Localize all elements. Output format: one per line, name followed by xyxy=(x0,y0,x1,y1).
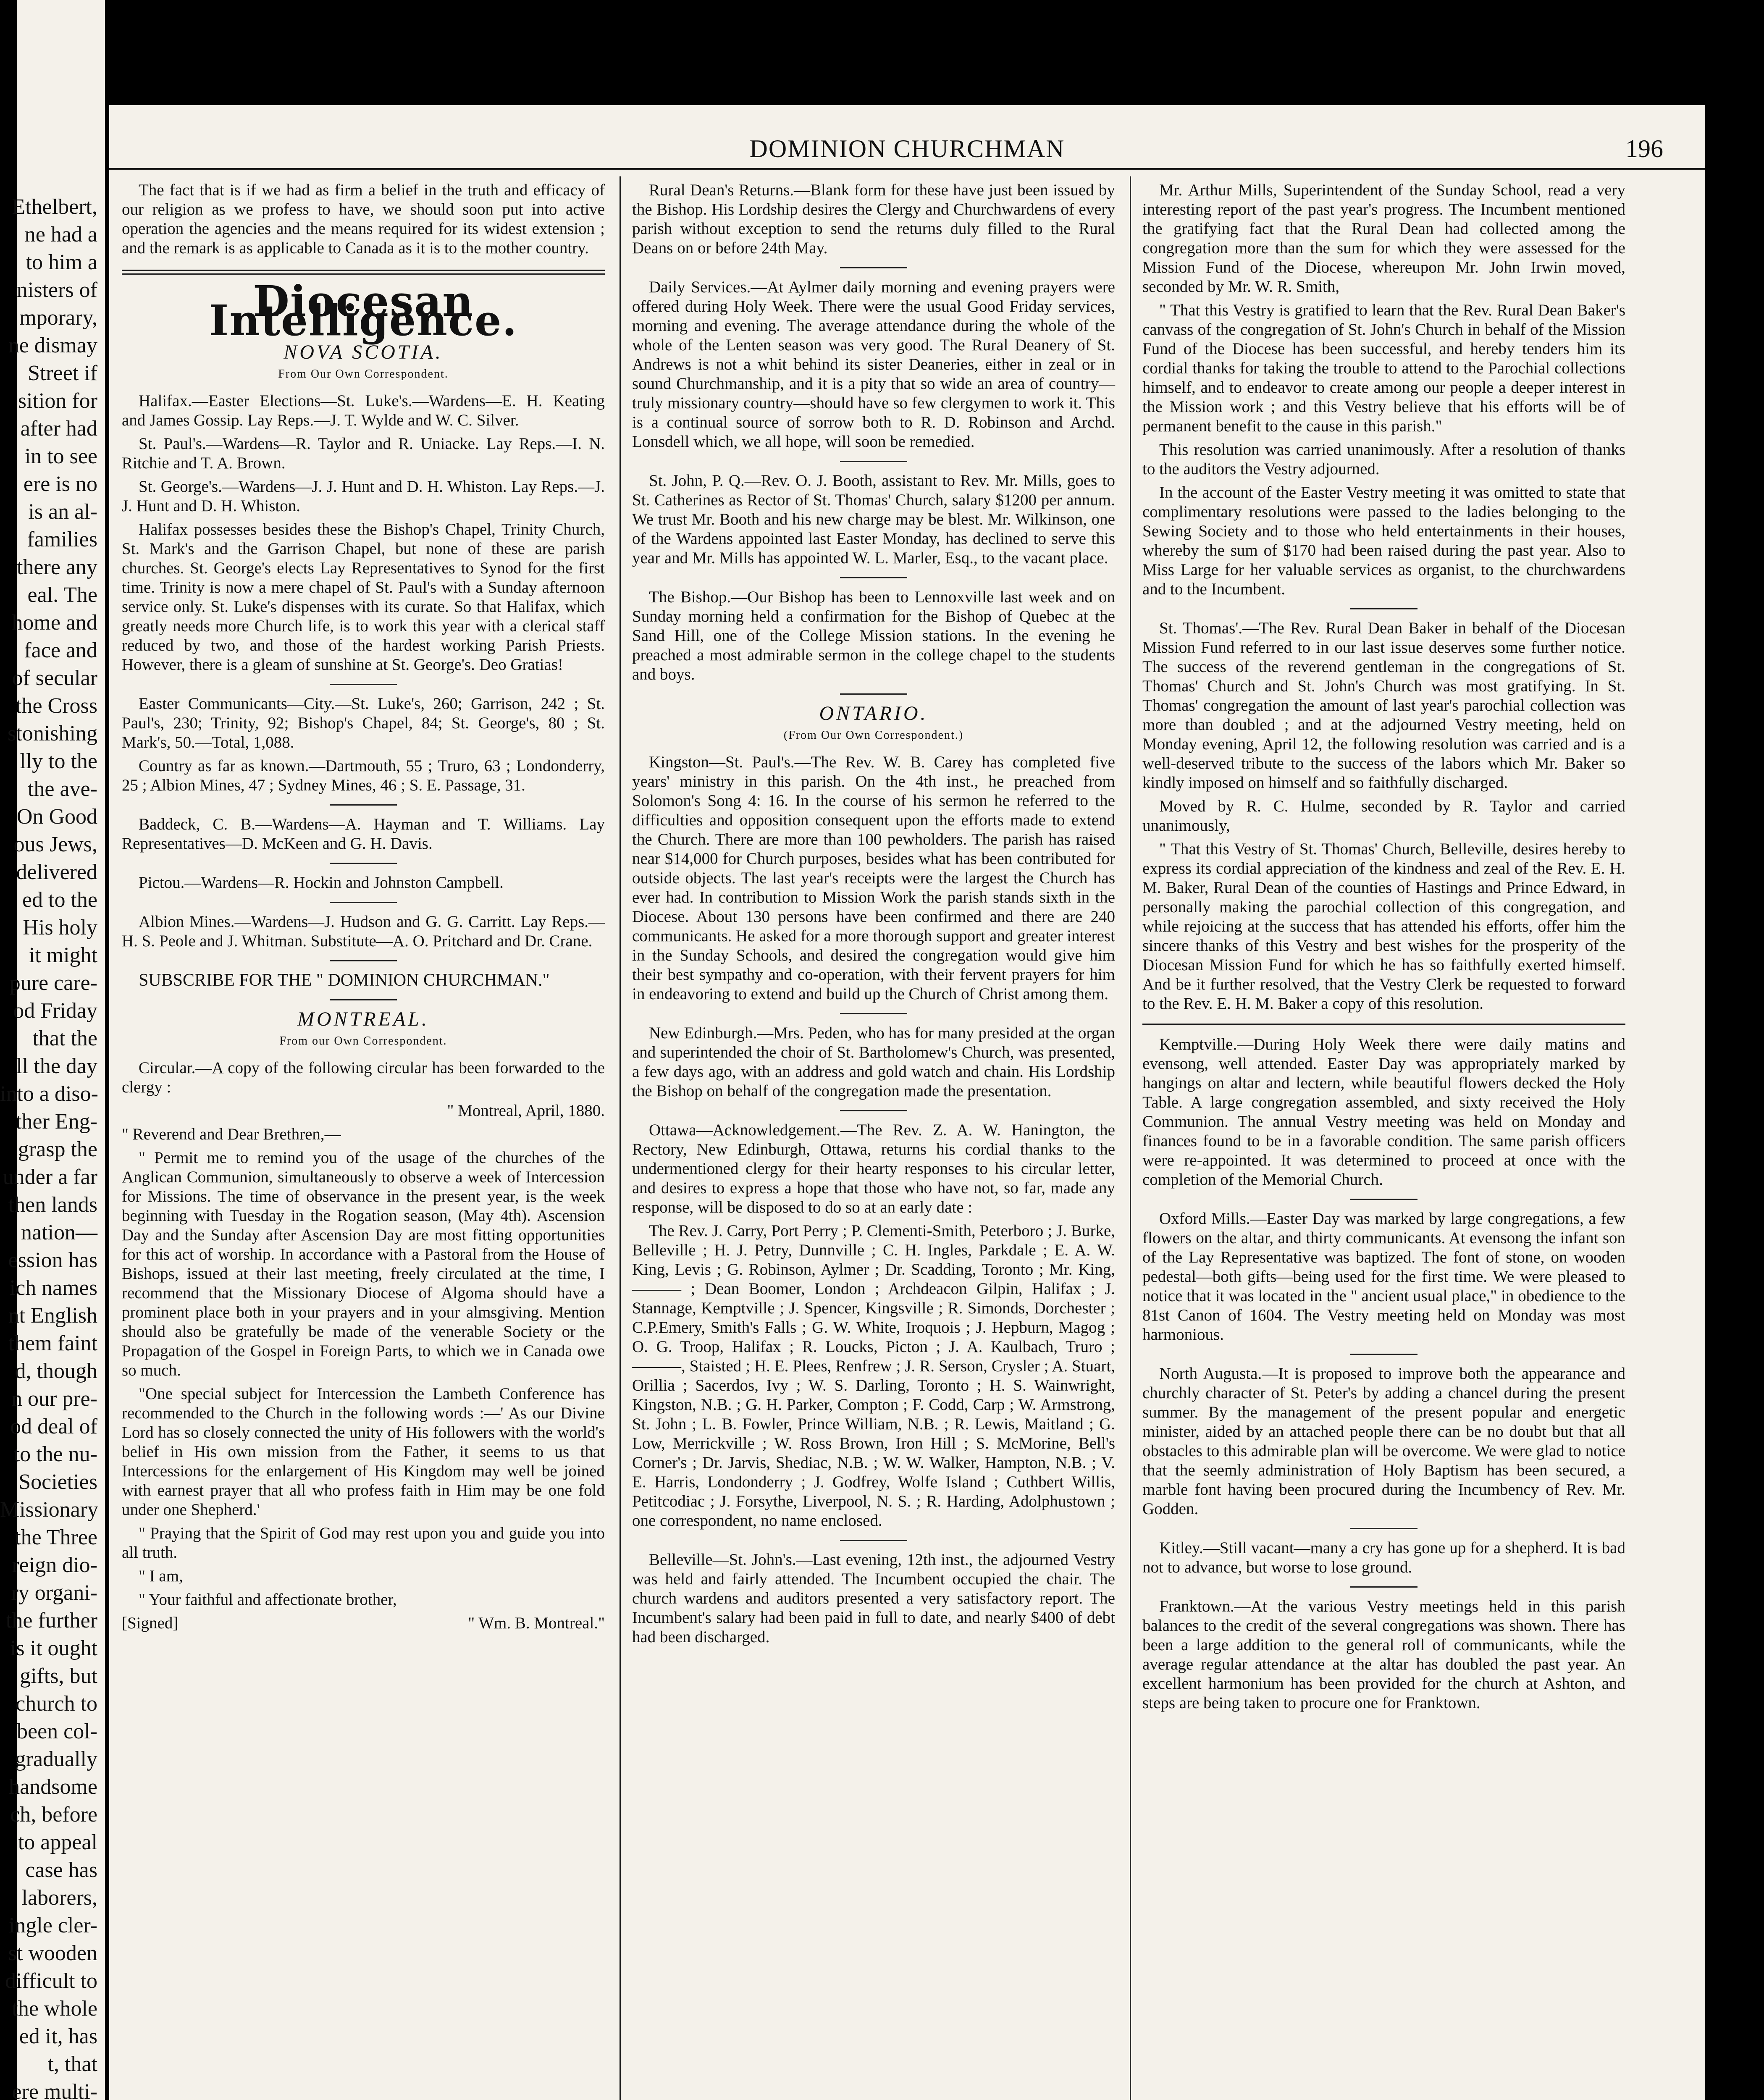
article-paragraph: " That this Vestry is gratified to learn that the Rev. Rural Dean Baker's canvass of the congregation of St. John's Church in behalf of the Mission Fund of the Diocese has been successful, and hereby tenders him its cordial thanks for taking the trouble to attend to the Parochial collections himself, and to endeavor to create among our people a deeper interest in the Mission work ; and this Vestry believe that his efforts will be of permanent benefit to the cause in this parish." xyxy=(1142,301,1625,435)
masthead-title: DOMINION CHURCHMAN xyxy=(749,135,1065,163)
newspaper-page xyxy=(109,105,1705,2100)
margin-fragment: reign dio- xyxy=(12,1553,97,1577)
margin-fragment: to appeal xyxy=(18,1830,97,1854)
margin-fragment: ther Eng- xyxy=(16,1110,97,1134)
margin-fragment: gifts, but xyxy=(20,1664,97,1688)
correspondent-line: From Our Own Correspondent. xyxy=(278,368,449,381)
margin-fragment: there any xyxy=(16,555,97,579)
margin-fragment: ed to the xyxy=(22,888,97,912)
margin-fragment: then lands xyxy=(8,1193,97,1217)
margin-fragment: the whole xyxy=(12,1997,97,2021)
margin-fragment: home and xyxy=(12,611,97,635)
divider xyxy=(840,267,907,268)
margin-fragment: ll the day xyxy=(16,1054,97,1078)
article-paragraph: "One special subject for Intercession the Lambeth Conference has recommended to the Church in the following words :—' As our Divine Lord has so closely connected the unity of His followers with the world's belief in His own mission from the Father, it seems to us that Intercessions for the enlargement of His Kingdom may well be joined with earnest prayer that all who profess faith in Him may be one fold under one Shepherd.' xyxy=(122,1385,605,1519)
margin-fragment: Societies xyxy=(18,1470,97,1494)
column-rule xyxy=(1130,176,1131,2100)
article-paragraph: Kitley.—Still vacant—many a cry has gone up for a shepherd. It is bad not to advance, but worse to lose ground. xyxy=(1142,1539,1625,1576)
region-heading: MONTREAL. xyxy=(297,1008,429,1030)
margin-fragment: ne dismay xyxy=(8,333,97,357)
margin-fragment: in to see xyxy=(24,444,97,468)
divider xyxy=(330,960,397,961)
left-page-text-fragments xyxy=(0,193,105,2100)
divider xyxy=(330,902,397,903)
article-paragraph: Baddeck, C. B.—Wardens—A. Hayman and T. Williams. Lay Representatives—D. McKeen and G. H. Davis. xyxy=(122,815,605,853)
article-paragraph: Kingston—St. Paul's.—The Rev. W. B. Carey has completed five years' ministry in this parish. On the 4th inst., he preached from Solomon's Song 4: 16. In the course of his sermon he referred to the difficulties and opposition consequent upon the efforts made to extend the Church. There are more than 100 pewholders. The parish has raised near $14,000 for Church purposes, besides what has been contributed for outside objects. The last year's receipts were the largest the Church has ever had. In contribution to Mission Work the parish stands sixth in the Diocese. About 130 persons have been confirmed and there are 240 communicants. He asked for a more thorough support and greater interest in the Sunday Schools, and desired the congregation would give him their best sympathy and co-operation, with their fervent prayers for him in endeavoring to extend and build up the Church of Christ among them. xyxy=(632,753,1115,1003)
article-paragraph: Franktown.—At the various Vestry meetings held in this parish balances to the credit of the several congregations was shown. There has been a large addition to the general roll of communicants, while the average regular attendance at the altar has doubled the past year. An excellent harmonium has been provided for the church at Ashton, and steps are being taken to procure one for Franktown. xyxy=(1142,1597,1625,1712)
page-gutter xyxy=(105,0,109,2100)
article-paragraph: The Rev. J. Carry, Port Perry ; P. Clementi-Smith, Peterboro ; J. Burke, Belleville ; H. J. Petry, Dunnville ; C. H. Ingles, Parkdale ; E. A. W. King, Levis ; G. Robinson, Aylmer ; Dr. Scadding, Toronto ; Mr. King, ——— ; Dean Boomer, London ; Archdeacon Gilpin, Halifax ; J. Stannage, Kemptville ; J. Spencer, Kingsville ; R. Simonds, Dorchester ; C.P.Emery, Smith's Falls ; G. W. White, Iroquois ; J. Hepburn, Magog ; O. G. Troop, Halifax ; R. Loucks, Picton ; J. A. Kaulbach, Truro ; ———, Staisted ; H. E. Plees, Renfrew ; J. R. Serson, Crysler ; A. Stuart, Orillia ; Sacerdos, Ivy ; W. S. Darling, Toronto ; H. S. Wainwright, Kingston, N.B. ; G. H. Parker, Compton ; F. Codd, Carp ; W. Armstrong, St. John ; L. B. Fowler, Prince William, N.B. ; R. Lewis, Maitland ; G. Low, Merrickville ; W. Ross Brown, Iron Hill ; S. McMorine, Bell's Corner's ; Dr. Jarvis, Shediac, N.B. ; W. W. Walker, Hampton, N.B. ; V. E. Harris, Londonderry ; J. Godfrey, Wolfe Island ; Cuthbert Willis, Petitcodiac ; J. Forsythe, Liverpool, N. S. ; R. Harding, Adolphustown ; one correspondent, no name enclosed. xyxy=(632,1222,1115,1530)
article-paragraph: Moved by R. C. Hulme, seconded by R. Taylor and carried unanimously, xyxy=(1142,797,1625,835)
article-paragraph: New Edinburgh.—Mrs. Peden, who has for many presided at the organ and superintended the choir of St. Bartholomew's Church, was presented, a few days ago, with an address and gold watch and chain. His Lordship the Bishop on behalf of the congregation made the presentation. xyxy=(632,1024,1115,1100)
letter-signature xyxy=(122,1614,605,1633)
article-paragraph: " I am, xyxy=(139,1567,183,1585)
divider xyxy=(840,461,907,462)
subscribe-notice: SUBSCRIBE FOR THE " DOMINION CHURCHMAN." xyxy=(139,971,550,990)
article-paragraph: Belleville—St. John's.—Last evening, 12th inst., the adjourned Vestry was held and fairly attended. The Incumbent occupied the chair. The church wardens and auditors presented a very satisfactory report. The Incumbent's salary had been paid in full to date, and nearly $400 of debt had been discharged. xyxy=(632,1551,1115,1646)
margin-fragment: the ave- xyxy=(27,777,97,801)
article-paragraph: " That this Vestry of St. Thomas' Church, Belleville, desires hereby to express its cordial appreciation of the kindness and zeal of the Rev. E. H. M. Baker, Rural Dean of the counties of Hastings and Prince Edward, in personally making the parochial collection of this congregation, and while rejoicing at the success that has attended his efforts, offer him the sincere thanks of this Vestry and best wishes for the prosperity of the Diocesan Mission Fund for which he has so faithfully exerted himself. And be it further resolved, that the Vestry Clerk be requested to forward to the Rev. E. H. M. Baker a copy of this resolution. xyxy=(1142,840,1625,1013)
margin-fragment: Ethelbert, xyxy=(12,195,97,219)
margin-fragment: ession has xyxy=(8,1248,97,1272)
article-paragraph: Halifax possesses besides these the Bishop's Chapel, Trinity Church, St. Mark's and the Garrison Chapel, but none of these are parish churches. St. George's elects Lay Representatives to Synod for the first time. Trinity is now a mere chapel of St. Paul's with a Sunday afternoon service only. St. Luke's dispenses with its curate. So that Halifax, which greatly needs more Church life, is to work this year with a clerical staff reduced by two, and those of the hardest working Parish Priests. However, there is a gleam of sunshine at St. George's. Deo Gratias! xyxy=(122,520,605,674)
column-3 xyxy=(1142,181,1625,1717)
article-paragraph: Pictou.—Wardens—R. Hockin and Johnston Campbell. xyxy=(139,874,504,892)
margin-fragment: nation— xyxy=(21,1221,97,1244)
divider xyxy=(330,684,397,685)
margin-fragment: On Good xyxy=(16,805,97,829)
divider xyxy=(1350,1528,1418,1529)
margin-fragment: of secular xyxy=(12,666,97,690)
margin-fragment: delivered xyxy=(16,860,97,884)
margin-fragment: laborers, xyxy=(21,1886,97,1910)
article-paragraph: Circular.—A copy of the following circular has been forwarded to the clergy : xyxy=(122,1059,605,1096)
divider xyxy=(1350,1586,1418,1588)
divider xyxy=(330,804,397,806)
article-paragraph: " Praying that the Spirit of God may rest upon you and guide you into all truth. xyxy=(122,1524,605,1562)
margin-fragment: Street if xyxy=(27,361,97,385)
margin-fragment: face and xyxy=(24,638,97,662)
margin-fragment: mporary, xyxy=(19,306,97,330)
article-paragraph: Mr. Arthur Mills, Superintendent of the Sunday School, read a very interesting report of the past year's progress. The Incumbent mentioned the gratifying fact that the Rural Dean had collected among the congregation more than the sum for which they were assessed for the Mission Fund of the Diocese, whereupon Mr. John Irwin moved, seconded by Mr. W. R. Smith, xyxy=(1142,181,1625,296)
divider xyxy=(1350,1199,1418,1200)
section-divider xyxy=(122,270,605,275)
margin-fragment: pure care- xyxy=(9,971,97,995)
margin-fragment: case has xyxy=(25,1858,97,1882)
margin-fragment: od deal of xyxy=(10,1415,97,1438)
margin-fragment: st wooden xyxy=(8,1941,97,1965)
article-paragraph: St. John, P. Q.—Rev. O. J. Booth, assistant to Rev. Mr. Mills, goes to St. Catherines as Rector of St. Thomas' Church, salary $1200 per annum. We trust Mr. Booth and his new charge may be blest. Mr. Wilkinson, one of the Wardens appointed last Easter Monday, has declined to serve this year and Mr. Mills has appointed W. L. Marler, Esq., to the vacant place. xyxy=(632,472,1115,567)
article-paragraph: This resolution was carried unanimously. After a resolution of thanks to the auditors the Vestry adjourned. xyxy=(1142,441,1625,478)
margin-fragment: ere is no xyxy=(23,472,97,496)
margin-fragment: ne had a xyxy=(24,223,97,247)
article-paragraph: Kemptville.—During Holy Week there were daily matins and evensong, well attended. Easter Day was appropriately marked by hangings on altar and lectern, while beautiful flowers decked the Holy Table. A large congregation assembled, and sixty received the Holy Communion. The annual Vestry meeting was held on Monday and finances found to be in a favorable condition. The same parish officers were re-appointed. It was determined to proceed at once with the completion of the Memorial Church. xyxy=(1142,1035,1625,1189)
article-paragraph: Easter Communicants—City.—St. Luke's, 260; Garrison, 242 ; St. Paul's, 230; Trinity, 92; Bishop's Chapel, 84; St. George's, 80 ; St. Mark's, 50.—Total, 1,088. xyxy=(122,695,605,751)
article-paragraph: St. George's.—Wardens—J. J. Hunt and D. H. Whiston. Lay Reps.—J. J. Hunt and D. H. Whiston. xyxy=(122,478,605,515)
margin-fragment: under a far xyxy=(3,1165,97,1189)
article-paragraph: " Your faithful and affectionate brother, xyxy=(139,1591,397,1609)
margin-fragment: families xyxy=(27,528,97,551)
margin-fragment: lly to the xyxy=(20,749,97,773)
article-paragraph: Rural Dean's Returns.—Blank form for these have just been issued by the Bishop. His Lordship desires the Clergy and Churchwardens of every parish without exception to send the returns duly filled to the Rural Deans on or before 24th May. xyxy=(632,181,1115,257)
margin-fragment: sition for xyxy=(18,389,97,413)
margin-fragment: nisters of xyxy=(16,278,97,302)
article-paragraph: Albion Mines.—Wardens—J. Hudson and G. G. Carritt. Lay Reps.—H. S. Peole and J. Whitman. Substitute—A. O. Pritchard and Dr. Crane. xyxy=(122,913,605,950)
margin-fragment: ch, before xyxy=(10,1803,97,1827)
margin-fragment: the further xyxy=(5,1609,97,1633)
divider xyxy=(840,1540,907,1541)
divider xyxy=(1350,608,1418,609)
article-paragraph: Daily Services.—At Aylmer daily morning and evening prayers were offered during Holy Week. There were the usual Good Friday services, morning and evening. The average attendance during the whole of the whole of the Lenten season was very good. The Rural Deanery of St. Andrews is not a whit behind its sister Deaneries, either in zeal or in sound Churchmanship, and it is a pity that so wide an area of country—truly missionary country—should have so few clergymen to work it. This is a continual source of sorrow both to R. D. Robinson and Archd. Lonsdell which, we all hope, will soon be remedied. xyxy=(632,278,1115,451)
divider xyxy=(330,863,397,864)
letter-dateline: " Montreal, April, 1880. xyxy=(447,1102,605,1120)
margin-fragment: that the xyxy=(32,1026,97,1050)
divider xyxy=(840,1013,907,1014)
margin-fragment: n our pre- xyxy=(11,1387,97,1411)
left-page-margin xyxy=(0,0,105,2100)
article-paragraph: St. Thomas'.—The Rev. Rural Dean Baker in behalf of the Diocesan Mission Fund referred to in our last issue deserves some further notice. The success of the reverend gentleman in the congregations of St. Thomas' Church and St. John's Church was most gratifying. In St. Thomas' congregation the amount of last year's parochial collection was more than doubled ; and at the adjourned Vestry meeting, held on Monday evening, April 12, the following resolution was carried and is a well-deserved tribute to the success of the labors which Mr. Baker so kindly imposed on himself and so faithfully discharged. xyxy=(1142,619,1625,792)
divider xyxy=(330,999,397,1000)
divider xyxy=(840,1110,907,1111)
section-title: Diocesan Intelligence. xyxy=(209,276,518,345)
margin-fragment: is it ought xyxy=(10,1636,97,1660)
margin-fragment: into a diso- xyxy=(0,1082,98,1106)
region-heading: ONTARIO. xyxy=(819,702,928,724)
article-paragraph: Ottawa—Acknowledgement.—The Rev. Z. A. W. Hanington, the Rectory, New Edinburgh, Ottawa, returns his cordial thanks to the undermentioned clergy for their hearty responses to his circular letter, and desires to express a hope that those who have not, so far, made any response, will be disposed to do so at an early date : xyxy=(632,1121,1115,1216)
margin-fragment: ed it, has xyxy=(19,2024,97,2048)
intro-paragraph: The fact that is if we had as firm a belief in the truth and efficacy of our religion as we profess to have, we should soon put into active operation the agencies and the means required for its widest extension ; and the remark is as applicable to Canada as it is to the mother country. xyxy=(122,181,605,257)
margin-fragment: been col- xyxy=(16,1719,97,1743)
margin-fragment: is an al- xyxy=(28,500,97,524)
margin-fragment: church to xyxy=(16,1692,97,1716)
margin-fragment: ich names xyxy=(9,1276,97,1300)
margin-fragment: ry organi- xyxy=(11,1581,97,1605)
margin-fragment: to the nu- xyxy=(13,1442,97,1466)
margin-fragment: to him a xyxy=(26,250,97,274)
article-paragraph: " Permit me to remind you of the usage of the churches of the Anglican Communion, simultaneously to observe a week of Intercession for Missions. The time of observance in the present year, is the week beginning with Tuesday in the Rogation season, (May 4th). Ascension Day and the Sunday after Ascension Day are most fitting opportunities for this act of worship. In accordance with a Pastoral from the House of Bishops, issued at their last meeting, freely circulated at the time, I recommend that the Missionary Diocese of Algoma should have a prominent place both in your prayers and in your almsgiving. Mention should also be gratefully be made of the venerable Society or the Propagation of the Gospel in Foreign Parts, to which we in Canada owe so much. xyxy=(122,1149,605,1379)
margin-fragment: stonishing xyxy=(8,722,97,746)
margin-fragment: ous Jews, xyxy=(13,832,97,856)
article-paragraph: Country as far as known.—Dartmouth, 55 ; Truro, 63 ; Londonderry, 25 ; Albion Mines, 47 ; Sydney Mines, 46 ; S. E. Passage, 31. xyxy=(122,757,605,794)
signature-name: " Wm. B. Montreal." xyxy=(468,1614,605,1632)
margin-fragment: t, that xyxy=(47,2052,97,2076)
margin-fragment: them faint xyxy=(8,1331,97,1355)
margin-fragment: difficult to xyxy=(5,1969,97,1993)
divider xyxy=(840,577,907,578)
divider xyxy=(1350,1354,1418,1355)
margin-fragment: gradually xyxy=(15,1747,97,1771)
article-paragraph: North Augusta.—It is proposed to improve both the appearance and churchly character of St. Peter's by adding a chancel during the present summer. By the management of the present popular and energetic minister, aided by an attached people there can be no doubt but that all obstacles to this admirable plan will be overcome. We were glad to notice that the seemly administration of Holy Baptism has been secured, a marble font having been procured during the Incumbency of Rev. Mr. Godden. xyxy=(1142,1365,1625,1518)
region-heading: NOVA SCOTIA. xyxy=(284,341,443,363)
article-paragraph: Oxford Mills.—Easter Day was marked by large congregations, a few flowers on the altar, and thirty communicants. At evensong the infant son of the Lay Representative was baptized. The font of stone, on wooden pedestal—both gifts—being used for the first time. We were pleased to notice that it was located in the " ancient usual place," in obedience to the 81st Canon of 1604. The Vestry meeting held on Monday was most harmonious. xyxy=(1142,1210,1625,1344)
margin-fragment: Missionary xyxy=(0,1498,98,1522)
margin-fragment: nt English xyxy=(8,1304,97,1328)
signed-label: [Signed] xyxy=(122,1614,178,1632)
margin-fragment: ere multi- xyxy=(12,2080,97,2100)
letter-salutation: " Reverend and Dear Brethren,— xyxy=(122,1125,341,1143)
margin-fragment: after had xyxy=(20,417,97,441)
correspondent-line: (From Our Own Correspondent.) xyxy=(783,729,964,742)
page-header xyxy=(109,130,1705,170)
margin-fragment: ingle cler- xyxy=(8,1914,97,1937)
article-paragraph: The Bishop.—Our Bishop has been to Lennoxville last week and on Sunday morning held a confirmation for the Bishop of Quebec at the Sand Hill, one of the College Mission stations. In the evening he preached a most admirable sermon in the college chapel to the students and boys. xyxy=(632,588,1115,683)
column-2 xyxy=(632,181,1115,1651)
margin-fragment: His holy xyxy=(23,916,97,940)
margin-fragment: it might xyxy=(29,943,97,967)
page-number: 196 xyxy=(1625,135,1663,163)
divider xyxy=(1142,1024,1625,1025)
margin-fragment: the Three xyxy=(15,1525,97,1549)
margin-fragment: od Friday xyxy=(13,999,97,1023)
margin-fragment: d, though xyxy=(15,1359,97,1383)
article-paragraph: Halifax.—Easter Elections—St. Luke's.—Wardens—E. H. Keating and James Gossip. Lay Reps.—J. T. Wylde and W. C. Silver. xyxy=(122,392,605,429)
divider xyxy=(840,693,907,695)
article-paragraph: In the account of the Easter Vestry meeting it was omitted to state that complimentary resolutions were passed to the ladies belonging to the Sewing Society and to those who held entertainments in their houses, whereby the sum of $170 had been raised during the past year. Also to Miss Large for her valuable services as organist, to the churchwardens and to the Incumbent. xyxy=(1142,483,1625,598)
correspondent-line: From our Own Correspondent. xyxy=(279,1034,447,1047)
article-paragraph: St. Paul's.—Wardens—R. Taylor and R. Uniacke. Lay Reps.—I. N. Ritchie and T. A. Brown. xyxy=(122,435,605,472)
column-rule xyxy=(620,176,621,2100)
margin-fragment: eal. The xyxy=(27,583,97,607)
margin-fragment: grasp the xyxy=(18,1137,97,1161)
margin-fragment: the Cross xyxy=(16,694,97,718)
margin-fragment: handsome xyxy=(9,1775,97,1799)
column-1 xyxy=(122,181,605,1633)
